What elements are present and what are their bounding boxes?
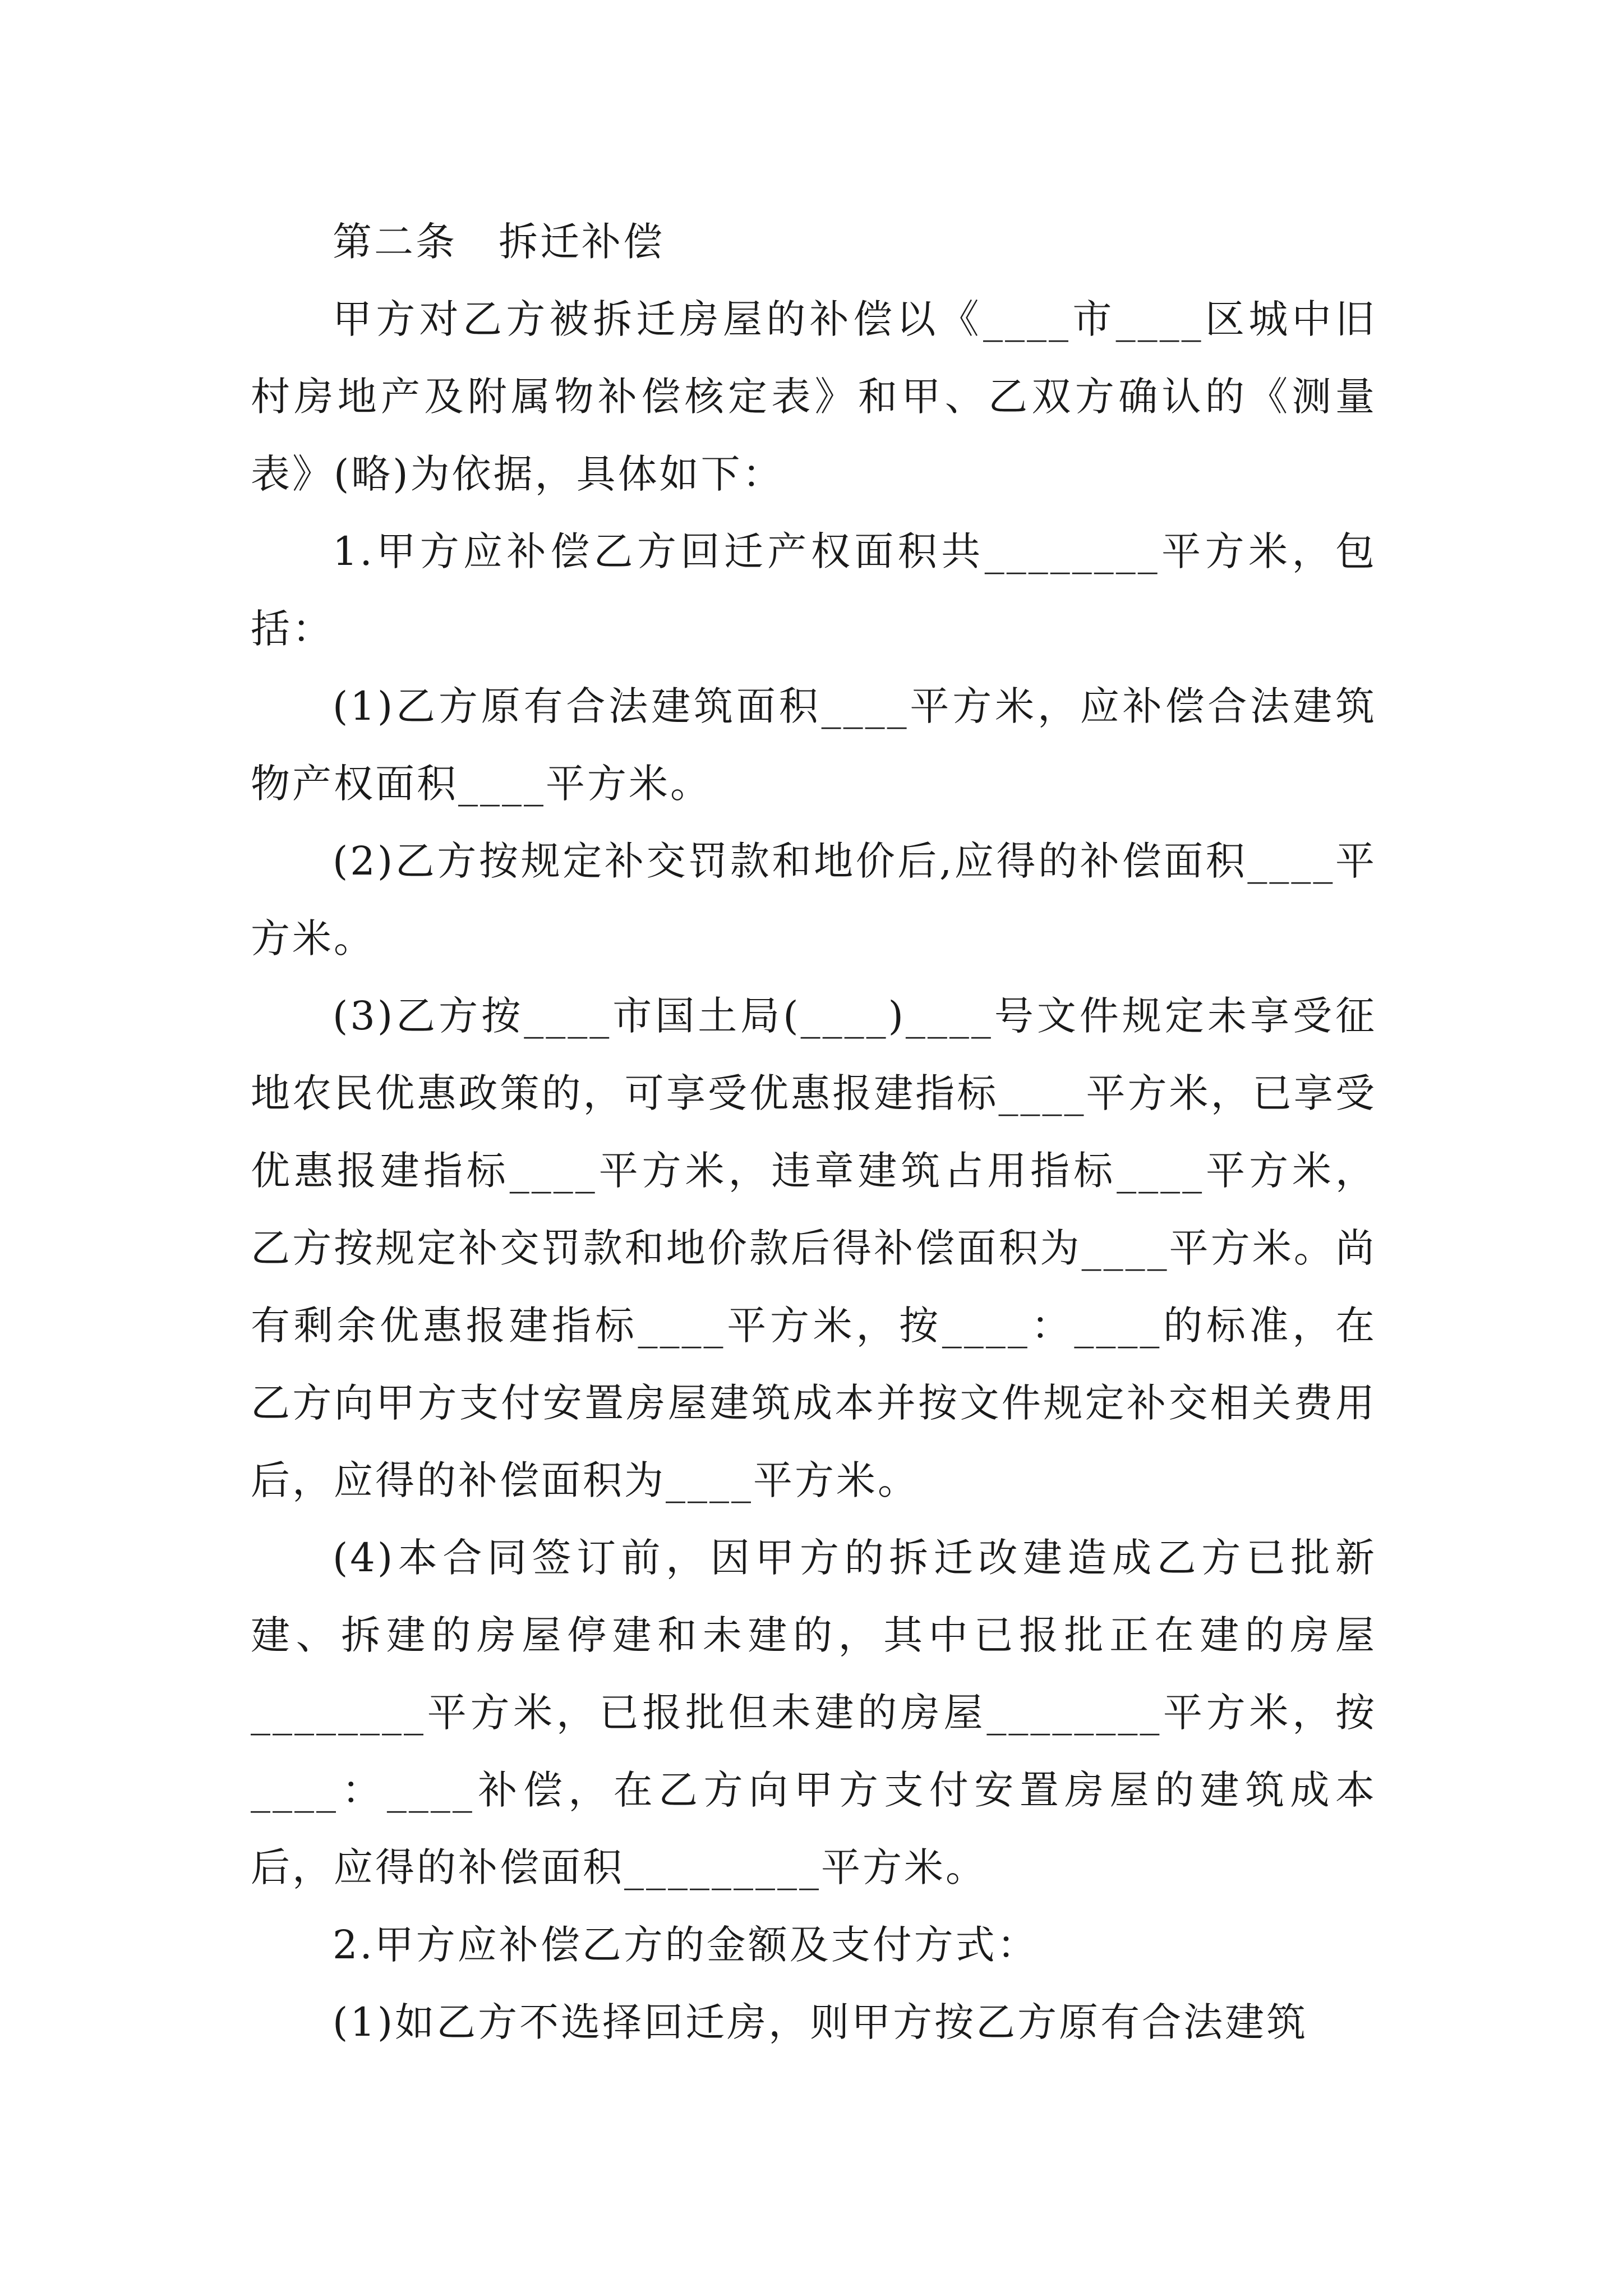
paragraph-subitem-1: (1)乙方原有合法建筑面积____平方米，应补偿合法建筑物产权面积____平方米。 xyxy=(251,683,1377,807)
paragraph-item-1: 1.甲方应补偿乙方回迁产权面积共________平方米，包括： xyxy=(251,528,1377,652)
paragraph-item-2-subitem-1: (1)如乙方不选择回迁房，则甲方按乙方原有合法建筑 xyxy=(333,1999,1308,2045)
paragraph-item-2: 2.甲方应补偿乙方的金额及支付方式： xyxy=(333,1922,1039,1968)
paragraph-subitem-3: (3)乙方按____市国土局(____)____号文件规定未享受征地农民优惠政策的，可享受优惠报建指标____平方米，已享受优惠报建指标____平方米，违章建筑占用指标____平方米，乙方按规定补交罚款和地价款后得补偿面积为____平方米。尚有剩余优惠报建指标____平方米，按____：____的标准，在乙方向甲方支付安置房屋建筑成本并按文件规定补交相关费用后，应得的补偿面积为____平方米。 xyxy=(251,993,1377,1503)
paragraph-subitem-4: (4)本合同签订前，因甲方的拆迁改建造成乙方已批新建、拆建的房屋停建和未建的，其中已报批正在建的房屋________平方米，已报批但未建的房屋________平方米，按____：____补偿，在乙方向甲方支付安置房屋的建筑成本后，应得的补偿面积_________平方米。 xyxy=(251,1535,1377,1890)
article-heading: 第二条 拆迁补偿 xyxy=(333,219,665,265)
paragraph-intro: 甲方对乙方被拆迁房屋的补偿以《____市____区城中旧村房地产及附属物补偿核定表》和甲、乙双方确认的《测量表》(略)为依据，具体如下： xyxy=(251,296,1377,497)
paragraph-subitem-2: (2)乙方按规定补交罚款和地价后,应得的补偿面积____平方米。 xyxy=(251,838,1377,961)
document-body xyxy=(251,203,1377,2061)
